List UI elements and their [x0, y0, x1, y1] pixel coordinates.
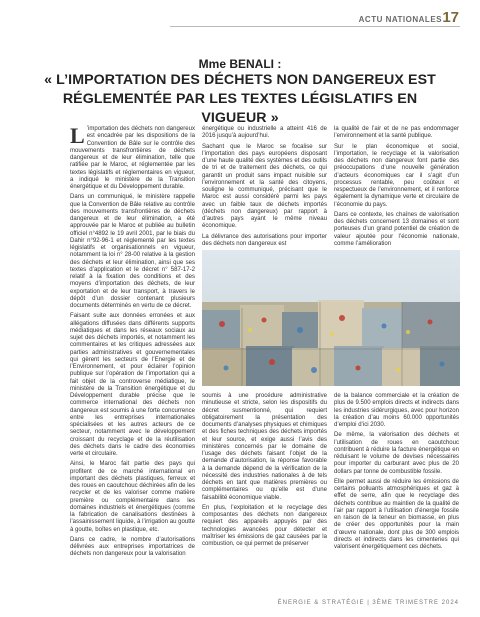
paragraph: La délivrance des autorisations pour importer des déchets non dangereux est — [202, 233, 327, 247]
paragraph: Sur le plan économique et social, l’importation, le recyclage et la valorisation des déchets non dangereux font partie des préoccupations d’une nouvelle génération d’acteurs économiques car il s’agit d’un processus rentable, peu coûteux et respectueux de l’environnement, et il renforce également la dynamique verte et circulaire de l’économie du pays. — [334, 143, 459, 208]
article-column-2-top — [202, 126, 327, 251]
paragraph: Dans ce cadre, le nombre d’autorisations délivrées aux entreprises importatrices de déchets non dangereux pour la valorisation — [70, 536, 195, 558]
paragraph: Elle permet aussi de réduire les émissions de certains polluants atmosphériques et gaz à effet de serre, afin que le recyclage des déchets contribue au maintien de la qualité de l’air par rapport à l’utilisation d’énergie fossile en raison de la teneur en biomasse, en plus de créer des opportunités pour la main d’œuvre nationale, dont plus de 300 emplois directs et indirects dans les cimenteries qui valorisent énergétiquement ces déchets. — [334, 478, 459, 550]
section-title: ACTU NATIONALES — [358, 15, 442, 24]
article-column-1 — [70, 123, 195, 562]
article-photo — [202, 250, 460, 386]
paragraph: Dans un communiqué, le ministère rappelle que la Convention de Bâle relative au contrôle des mouvements transfrontières de déchets dangereux et de leur élimination, a été approuvée par le Maroc et publiée au bulletin officiel n°4892 le 19 avril 2001, par le biais du Dahir n°92-96-1 et réglementé par les textes législatifs et organisationnels en vigueur, notamment la loi n° 28-00 relative à la gestion des déchets et leur élimination, ainsi que ses textes d’application et le décret n° 587-17-2 relatif à la fixation des conditions et des moyens d’importation des déchets, de leur exportation et de leur transport, à travers le dépôt d’un dossier contenant plusieurs documents déterminés en vertu de ce décret. — [70, 194, 195, 309]
paragraph: Faisant suite aux données erronées et aux allégations diffusées dans différents supports médiatiques et dans les réseaux sociaux au sujet des déchets importés, et notamment les commentaires et les critiques adressées aux parties administratives et gouvernementales qui gèrent les secteurs de l’Energie et de l’Environnement, et pour éclairer l’opinion publique sur l’opération de l’importation qui a fait objet de la controverse médiatique, le ministère de la Transition énergétique et du Développement durable précise que le commerce international des déchets non dangereux est soumis à une forte concurrence entre les entreprises internationales spécialisées et les autres acteurs de ce secteur, notamment avec le développement croissant du recyclage et de la réutilisation des déchets dans le cadre des économies verte et circulaire. — [70, 313, 195, 457]
article-column-3-top — [334, 126, 459, 251]
article-author: Mme BENALI : — [198, 57, 282, 71]
page-number: 17 — [442, 9, 459, 26]
paragraph: Ainsi, le Maroc fait partie des pays qui profitent de ce marché international en important des déchets plastiques, ferreux et des roues en caoutchouc déchirées afin de les recycler et de les valoriser comme matière première ou complémentaire dans les domaines industriels et énergétiques (comme la fabrication de canalisations destinées à l’assainissement liquide, à l’irrigation au goutte à goutte, boîtes en plastique, etc. — [70, 461, 195, 533]
article-column-2-bottom — [202, 393, 327, 551]
header-rule — [170, 26, 460, 27]
paragraph: Dans ce contexte, les chaînes de valorisation des déchets concernent 13 domaines et sont porteuses d’un grand potentiel de création de valeur ajoutée pour l’économie nationale, comme l’amélioration — [334, 211, 459, 247]
paragraph: énergétique ou industrielle a atteint 416 de 2016 jusqu’à aujourd’hui. — [202, 126, 327, 140]
page-header — [0, 0, 480, 36]
article-column-3-bottom — [334, 393, 459, 554]
paragraph: De même, la valorisation des déchets et l’utilisation de roues en caoutchouc contribuent à réduire la facture énergétique en réduisant le volume de devises nécessaires pour importer du carburant avec plus de 20 dollars par tonne de combustible fossile. — [334, 432, 459, 475]
paragraph: En plus, l’exploitation et le recyclage des composantes des déchets non dangereux requiert des appareils appuyés par des technologies avancées pour détecter et maîtriser les émissions de gaz causées par la combustion, ce qui permet de préserver — [202, 504, 327, 547]
paragraph: la qualité de l’air et de ne pas endommager l’environnement et la santé publique. — [334, 126, 459, 140]
paragraph: Sachant que le Maroc se focalise sur l’importation des pays européens disposant d’une haute qualité des systèmes et des outils de tri et de traitement des déchets, ce qui garantit un produit sans impact nuisible sur l’environnement et la santé des citoyens, souligne le communiqué, précisant que le Maroc est aussi considéré parmi les pays avec un faible taux de déchets importés (déchets non dangereux) par rapport à d’autres pays ayant le même niveau économique. — [202, 143, 327, 230]
paragraph: de la balance commerciale et la création de plus de 9.500 emplois directs et indirects dans les industries sidérurgiques, avec pour horizon la création d’au moins 60.000 opportunités d’emploi d’ici 2030. — [334, 393, 459, 428]
drop-cap: L — [70, 123, 85, 148]
paragraph-text: ’importation des déchets non dangereux est encadrée par les dispositions de la Convention de Bâle sur le contrôle des mouvements transfrontières de déchets dangereux et de leur élimination, telle que ratifiée par le Maroc, et réglementée par les textes législatifs et réglementaires en vigueur, a indiqué le ministère de la Transition énergétique et du Développement durable. — [70, 126, 195, 190]
article-headline: « L’IMPORTATION DES DÉCHETS NON DANGEREUX EST RÉGLEMENTÉE PAR LES TEXTES LÉGISLATIFS EN VIGUEUR » — [44, 72, 436, 126]
paragraph — [70, 123, 195, 191]
paragraph: soumis à une procédure administrative minutieuse et stricte, selon les dispositifs du décret susmentionné, qui requiert obligatoirement la présentation des documents d’analyses physiques et chimiques et des fiches techniques des déchets importés et leur source, et exige aussi l’avis des ministères concernés par le domaine de l’usage des déchets faisant l’objet de la demande d’autorisation, la réponse favorable à la demande dépend de la vérification de la nécessité des industries nationales à de tels déchets en tant que matières premières ou complémentaires ou qu’elle est d’une faisabilité économique viable. — [202, 393, 327, 501]
waste-bales-image — [202, 250, 460, 386]
page-footer: ÉNERGIE & STRATÉGIE | 3ÈME TRIMESTRE 2024 — [277, 600, 459, 606]
